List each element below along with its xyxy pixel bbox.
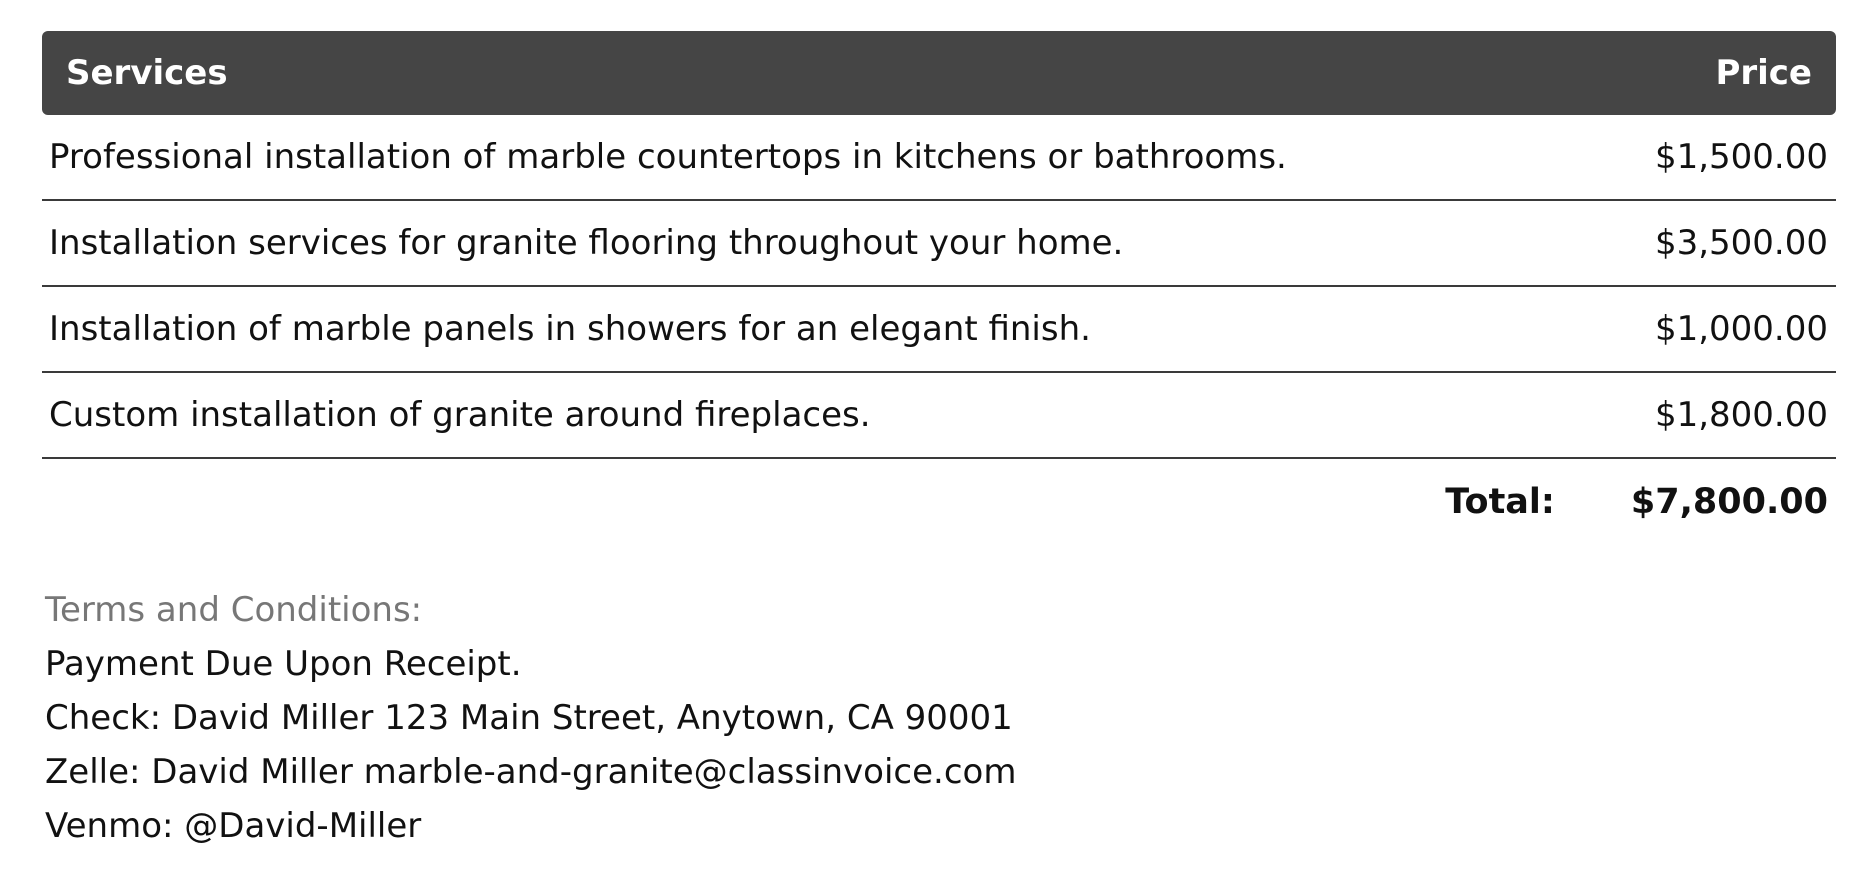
total-label: Total: [1445, 482, 1555, 522]
price-column-header: Price [1715, 53, 1812, 93]
service-description: Installation of marble panels in showers for an elegant finish. [49, 309, 1091, 349]
service-price: $3,500.00 [1654, 223, 1828, 263]
service-price: $1,500.00 [1654, 137, 1828, 177]
services-column-header: Services [66, 53, 228, 93]
terms-and-conditions [45, 583, 1016, 853]
terms-title: Terms and Conditions: [45, 590, 423, 630]
table-row [42, 201, 1836, 287]
invoice-services-table [42, 31, 1836, 545]
table-row [42, 115, 1836, 201]
service-description: Professional installation of marble countertops in kitchens or bathrooms. [49, 137, 1287, 177]
table-row [42, 373, 1836, 459]
table-header [42, 31, 1836, 115]
service-price: $1,000.00 [1654, 309, 1828, 349]
service-description: Custom installation of granite around fireplaces. [49, 395, 871, 435]
total-value: $7,800.00 [1630, 482, 1828, 522]
service-description: Installation services for granite flooring throughout your home. [49, 223, 1124, 263]
venmo-payment-line: Venmo: @David-Miller [45, 806, 422, 846]
check-payment-line: Check: David Miller 123 Main Street, Anytown, CA 90001 [45, 698, 1013, 738]
service-price: $1,800.00 [1654, 395, 1828, 435]
table-row [42, 287, 1836, 373]
payment-terms-line: Payment Due Upon Receipt. [45, 644, 522, 684]
total-row [42, 459, 1836, 545]
zelle-payment-line: Zelle: David Miller marble-and-granite@classinvoice.com [45, 752, 1017, 792]
